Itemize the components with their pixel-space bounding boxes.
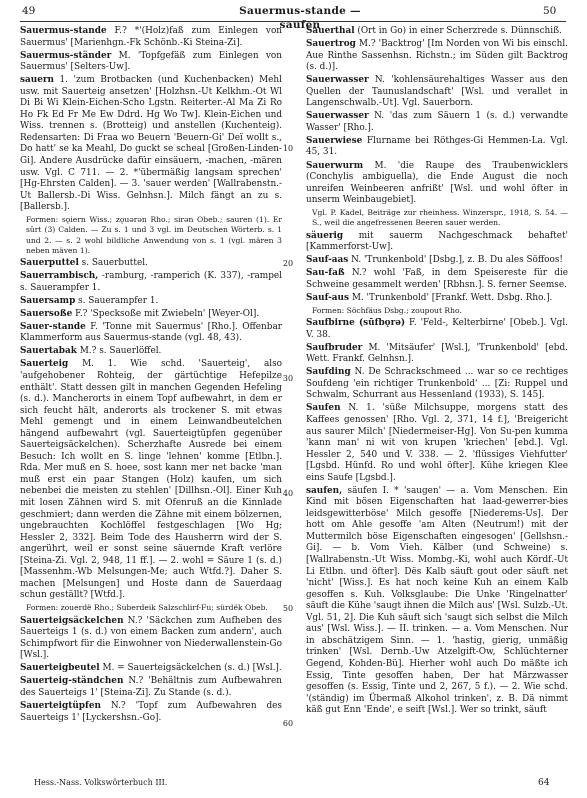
headword: Saufbirne (sūfbǫrə) [306,318,406,329]
line-number: 10 [282,144,294,153]
dictionary-entry: Sauerrambisch, -ramburg, -ramperich (K. 337), -rampel s. Sauerampfer 1. [20,271,282,293]
dictionary-entry: Sauerteigbeutel M. = Sauerteigsäckelchen (s. d.) [Wsl.]. [20,663,282,674]
dictionary-entry: Sauerteigsäckelchen N.? 'Säckchen zum Aufheben des Sauerteigs 1 (s. d.) von einem Backen zum andern', auch Schimpfwort für die Einwohner von Niederwallenstein-Go [Wsl.]. [20,615,282,661]
headword: Sauerteig [20,359,69,370]
headword: saufen, [306,485,343,496]
headword: Sauersamp [20,295,76,306]
left-page-number: 49 [22,5,36,17]
headword: Saufen [306,403,341,414]
dictionary-entry: Sauf-aus M. 'Trunkenbold' [Frankf. Wett. Dsbg. Rho.]. [306,292,553,303]
dictionary-entry: Sauerwasser N. 'kohlensäurehaltiges Wasser aus den Quellen der Taunuslandschaft' [Wsl. und verallet in Langenschwalb.-Ut]. Vgl. Sauerborn. [306,75,568,109]
headword: Sauerteigbeutel [20,663,100,674]
headword: Saufding [306,367,351,378]
dictionary-entry: Sauerteig-ständchen N.? 'Behältnis zum Aufbewahren des Sauerteigs 1' [Steina-Zi]. Zu Stande (s. d.). [20,676,282,698]
dictionary-entry: säuerig mit sauerm Nachgeschmack behaftet' [Kammerforst-Uw]. [306,230,568,253]
headword: Sauertrog [306,39,356,50]
headword: Sauerwasser [306,75,369,86]
footer-signature: 64 [538,778,550,788]
dictionary-entry: Formen: sǫiern Wiss.; zǫuərən Rho.; sirən Obeb.; sauren (1). Er sûrt (3) Calden. — Zu s. 1 und 3 vgl. im Deutschen Wörterb. s. 1 und 2. — s. 2 wohl bildliche Anwendung von s. 1 (vgl. mären 3 neben mäven 1). [26,215,282,255]
dictionary-entry: Sauermus-ständer M. 'Topfgefäß zum Einlegen von Sauermus' [Selters-Uw]. [20,50,282,73]
dictionary-entry: Sauerteig M. 1. Wie schd. 'Sauerteig', also 'aufgehobener Rohteig, der gärtüchtige Hefepilze enthält'. Statt dessen gilt in manchen Gegenden Hefeling (s. d.). Mancherorts in einem Topf aufbewahrt, in dem er sich feucht hält, anderorts als trockener S. mit etwas Mehl gemengt und in einem Leinwandbeutelchen hängend aufbewahrt (vgl. Sauerteigtüpfen gegenüber Sauerteigsäckelchen). Scherzhafte Ausrede bei einem Besuch: Ich wollt en S. linge 'lehnen' komme [Etlbn.]. Rda. Mer muß en S. hoee, sost kann mer net backe 'man muß erst ein paar Stangen (Holz) kaufen, um sich nebenbei die meisten zu stehlen' [Dillhsn.-Ol]. Einer Kuh mit losen Zähnen wird S. mit Ofenruß an die Kinnlade geschmiert; dann werden die Zähne mit einem bölzernen, ungebrauchten Kochlöffel festgeschlagen [Wo Hg; Hessler 2, 332]. Beim Tode des Hausherrn wird der S. angerührt, weil er sonst seine säuernde Kraft verlöre [Steina-Zi. Vgl. 2, 948, 11 ff.]. — 2. wohl = Säure 1 (s. d.) [Massenhm.-Wb Melsungen-Me; auch Wtfd.?]. Daher S. machen [Melsungen] und Hoste dann de Sauerdaag schun geställt? [Wtfd.]. [20,359,282,601]
dictionary-entry: Sauf-aas N. 'Trunkenbold' [Dsbg.], z. B. Du ales Söffoos! [306,255,563,266]
dictionary-entry: Sauerwiese Flurname bei Röthges-Gi Hemmen-La. Vgl. 45, 31. [306,135,568,158]
dictionary-entry: Sauersoße F.? 'Specksoße mit Zwiebeln' [Weyer-Ol]. [20,308,260,319]
right-column [306,26,568,776]
headword: Sauerwasser [306,111,369,122]
headword: sauern [20,75,54,86]
dictionary-entry: Vgl. P. Kadel, Beiträge zur rheinhess. Winzerspr., 1918, S. 54. — S., weil die angefressenen Beeren sauer werden. [312,208,568,228]
dictionary-entry: Saufding N. De Schrackschmeed ... war so ce rechtiges Soufdeng 'ein richtiger Trunkenbold' ... [Zi: Ruppel und Schwalm, Schurrant aus Hessenland (1933), S. 145]. [306,367,568,401]
dictionary-entry: Sauer-stande F. 'Tonne mit Sauermus' [Rho.]. Offenbar Klammerform aus Sauermus-stande (vgl. 48, 43). [20,321,282,344]
headword: Saufbruder [306,342,363,353]
headword: Sauerteigtüpfen [20,700,101,711]
left-column [20,26,282,776]
headword: Sauer-stande [20,321,86,332]
dictionary-entry: Sauerteigtüpfen N.? 'Topf zum Aufbewahren des Sauerteigs 1' [Lyckershsn.-Go]. [20,700,282,723]
line-number: 30 [282,374,294,383]
right-page-number: 50 [543,5,557,17]
dictionary-entry: saufen, säufen I. * 'saugen' — a. Vom Menschen. Ein Kind mit bösen Eigenschaften hat laad-gewerrer-bies leidsgewitterböse' Milch gesoffe [Niederems-Us]. Der hott om Ahle gesoffe 'am Alten (Neutrum!) mit der Muttermilch böse Eigenschaften eingesogen' [Gellshsn.-Gi]. — b. Vom Vieh. Kälber (und Schweine) s. [Wallrabenstn.-Ut Wiss. Mombg.-Ki, wohl auch Kördf.-Ut Li Etlbn. und öfter]. Dës Kalb säuft gout oder säuft net 'nicht' [Wiss.]. Es hat noch keine Kuh an einem Kalb gesoffen s. Kuh. Volksglaube: Die Unke 'Ringelnatter' säuft die Kühe 'saugt ihnen die Milch aus' [Wsl. Sulzb.-Ut. Vgl. 51, 2]. Die Kuh säuft sich 'saugt sich selbst die Milch aus' [Wsl. Wiss.]. — II. trinken. — a. Vom Menschen. Nur in abschätzigem Sinn. — 1. 'hastig, gierig, unmäßig trinken' [Wsl. Dernb.-Uw Atzelgift-Ow, Schlüchterner Gegend, Kohden-Bü]. Hierher wohl auch Do mäßte ich Essig, Tinte gesoffen haben, Der hat Märzwasser gesoffen (s. Essig, Tinte und 2, 267, 5 f.). — 2. Wie schd. '(ständig) im Übermaß Alkohol trinken', z. B. Dä nimmt käß gut Enn 'Ende', e seift [Wsl.]. Wer so trinkt, säuft [306,485,568,716]
running-head: Sauermus-stande — saufen [239,5,361,31]
headword: Sauerputtel [20,258,79,269]
header-rule [20,21,566,22]
dictionary-entry: Sauersamp s. Sauerampfer 1. [20,295,159,306]
dictionary-entry: Sauerwasser N. 'das zum Säuern 1 (s. d.) verwandte Wasser' [Rho.]. [306,111,568,133]
dictionary-entry: Sauertabak M.? s. Sauerlöffel. [20,346,162,357]
footer-volume: Hess.-Nass. Volkswörterbuch III. [34,778,168,787]
headword: Sauermus-ständer [20,50,112,61]
headword: Sauersoße [20,308,73,319]
dictionary-entry: Sau-faß N.? wohl 'Faß, in dem Speisereste für die Schweine gesammelt werden' [Rbhsn.]. S. ferner Seemse. [306,268,568,290]
dictionary-entry: Sauermus-stande F.? *'(Holz)faß zum Einlegen von Sauermus' [Marienhgn.-Fk Schönb.-Ki Steina-Zi]. [20,26,282,48]
headword: säuerig [306,230,344,241]
headword: Sauerthal [306,26,355,36]
line-number: 50 [282,604,294,613]
line-number: 20 [282,259,294,268]
dictionary-entry: Sauerwurm M. 'die Raupe des Traubenwicklers (Conchylis ambiguella), die Ende August die noch unreifen Weinbeeren anfrißt' [Wsl. und wohl öfter in unserm Weinbaugebiet]. [306,160,568,206]
dictionary-entry: Saufbirne (sūfbǫrə) F. 'Feld-, Kelterbirne' [Obeb.]. Vgl. V. 38. [306,318,568,340]
headword: Sauf-aas [306,255,349,266]
dictionary-entry: sauern 1. 'zum Brotbacken (und Kuchenbacken) Mehl usw. mit Sauerteig ansetzen' [Holzhsn.-Ut Kelkhm.-Ot Wl Di Bi Wi Klein-Eichen-Scho Lgstn. Reiterter.-Al Ma Zi Ro Ho Fk Ed Fr Me Ew Ddrd. Hg Wo Tw]. Klein-Eichen und Wiss. trennen s. (Brotteig) und anstellen (Kuchenteig). Redensarten: Di Fraa wo Beuern 'Beuern-Gi' Deï wollt s., Do hatt' se ka Meahl, Do guckt se scheal [Großen-Linden-Gi]. Andere Ausdrücke dafür einsäuern, -machen, -mären usw. Vgl. C 711. — 2. *'übermäßig langsam sprechen' [Hg-Ehrsten Calden]. — 3. 'sauer werden' [Wallrabenstn.-Ut Ballersb.-Di Wiss. Gelnhsn.]. Milch fängt an zu s. [Ballersb.]. [20,75,282,213]
dictionary-entry: Saufbruder M. 'Mitsäufer' [Wsl.], 'Trunkenbold' [ebd. Wett. Frankf. Gelnhsn.]. [306,342,568,365]
dictionary-entry: Formen: Söchfäus Dsbg.; zoupout Rho. [312,305,462,315]
headword: Sauerwurm [306,160,364,171]
dictionary-entry: Sauerthal (Ort in Go) in einer Scherzrede s. Dünnschiß. [306,26,562,36]
headword: Sauerteigsäckelchen [20,615,124,626]
headword: Sauf-aus [306,292,349,303]
headword: Sauermus-stande [20,26,107,36]
line-number: 40 [282,489,294,498]
dictionary-entry: Saufen N. 1. 'süße Milchsuppe, morgens statt des Kaffees genossen' [Rho. Vgl. 2, 371, 14 f.], 'Breigericht aus saurer Milch' [Niedermeiser-Hg]. Von Su-pen kumma 'kann man' ni wit von krupen 'kriechen' [ebd.]. Vgl. Hessler 2, 540 und V. 338. — 2. 'flüssiges Viehfutter' [Lgsbd. Hünfd. Ro und wohl öfter]. Kühe kriegen Klee eins Saufe [Lgsbd.]. [306,403,568,483]
dictionary-entry: Formen: zouerdë Rho.; Suberdeik Salzschlirf-Fu; sürdëk Obeb. [26,603,268,613]
headword: Sauerteig-ständchen [20,676,124,687]
line-number: 60 [282,719,294,728]
dictionary-entry: Sauertrog M.? 'Backtrog' [Im Norden von Wi bis einschl. Aue Rinthe Sassenhsn. Richstn.; im Süden gilt Backtrog (s. d.)]. [306,39,568,73]
headword: Sauertabak [20,346,77,357]
dictionary-entry: Sauerputtel s. Sauerbuttel. [20,258,148,269]
headword: Sauerrambisch, [20,271,99,282]
headword: Sau-faß [306,268,345,279]
headword: Sauerwiese [306,135,363,146]
